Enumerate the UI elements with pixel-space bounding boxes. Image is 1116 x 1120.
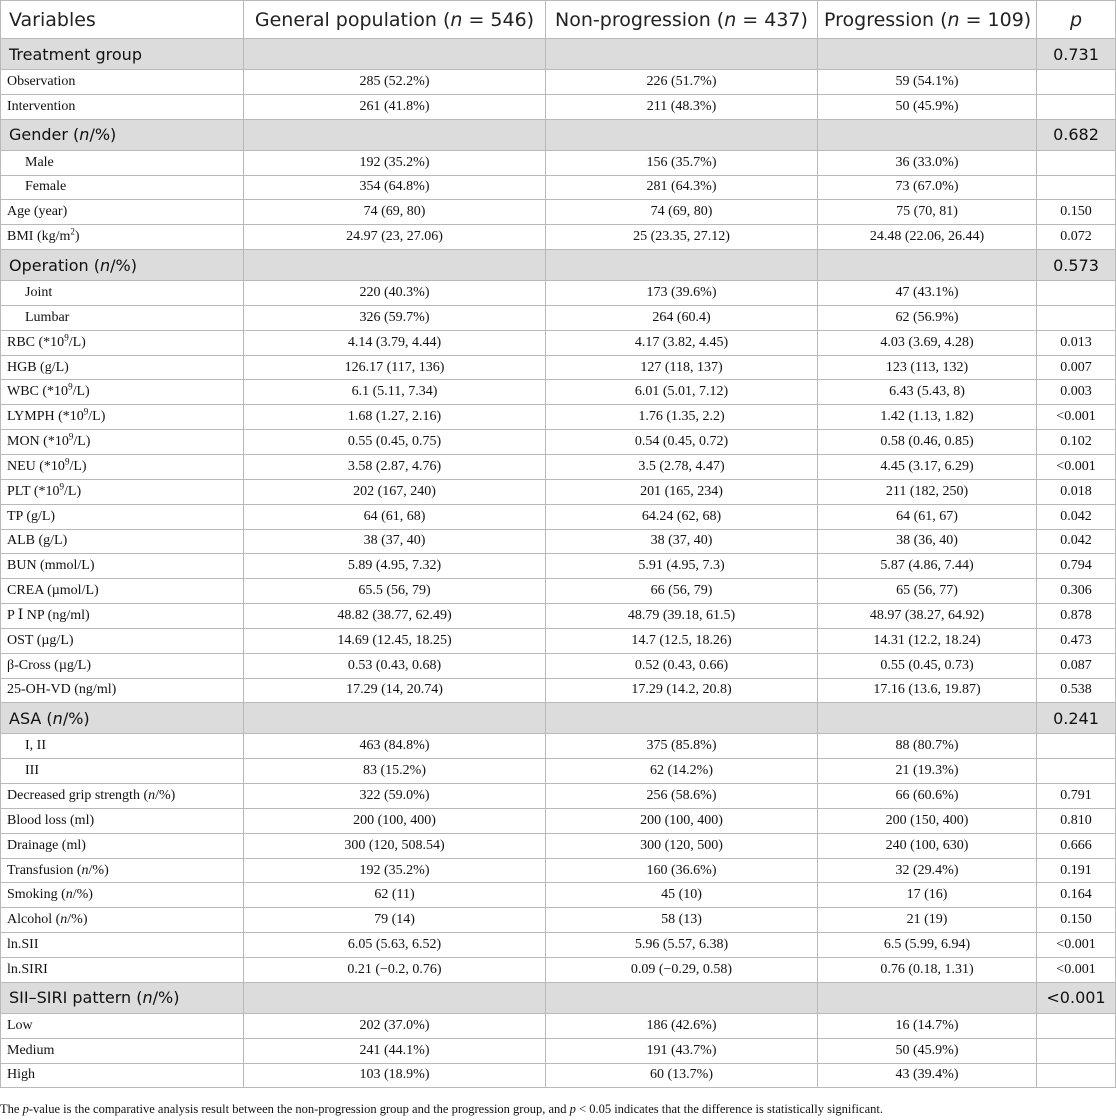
variable-label: WBC $(*10^9/L)$ (1, 380, 244, 405)
progression-cell (818, 703, 1037, 734)
p-value-cell (1037, 305, 1116, 330)
general-cell: 322 (59.0%) (244, 784, 546, 809)
table-row (1, 579, 1116, 604)
section-row (1, 39, 1116, 70)
table-row (1, 70, 1116, 95)
general-cell: 17.29 (14, 20.74) (244, 678, 546, 703)
variable-label: Observation (1, 70, 244, 95)
table-row (1, 858, 1116, 883)
non-progression-cell: 0.52 (0.43, 0.66) (546, 653, 818, 678)
progression-cell: 0.58 (0.46, 0.85) (818, 430, 1037, 455)
variable-label: High (1, 1063, 244, 1088)
p-value-cell: 0.013 (1037, 330, 1116, 355)
non-progression-cell: 1.76 (1.35, 2.2) (546, 405, 818, 430)
variable-label: Smoking (n/%) (1, 883, 244, 908)
variable-label: III (1, 759, 244, 784)
non-progression-cell: 58 (13) (546, 908, 818, 933)
variable-label: RBC $(*10^9/L)$ (1, 330, 244, 355)
p-value-cell (1037, 1063, 1116, 1088)
general-cell (244, 703, 546, 734)
progression-cell: 1.42 (1.13, 1.82) (818, 405, 1037, 430)
progression-cell: 17 (16) (818, 883, 1037, 908)
variable-label: Lumbar (1, 305, 244, 330)
p-value-cell (1037, 734, 1116, 759)
section-row (1, 982, 1116, 1013)
progression-cell: 21 (19) (818, 908, 1037, 933)
progression-cell: 43 (39.4%) (818, 1063, 1037, 1088)
table-row (1, 734, 1116, 759)
progression-cell: 73 (67.0%) (818, 175, 1037, 200)
general-cell: 463 (84.8%) (244, 734, 546, 759)
progression-cell (818, 39, 1037, 70)
progression-cell (818, 250, 1037, 281)
table-row (1, 175, 1116, 200)
non-progression-cell: 300 (120, 500) (546, 833, 818, 858)
p-value-cell: 0.538 (1037, 678, 1116, 703)
non-progression-cell: 45 (10) (546, 883, 818, 908)
progression-cell: 62 (56.9%) (818, 305, 1037, 330)
table-row (1, 833, 1116, 858)
progression-cell: 66 (60.6%) (818, 784, 1037, 809)
section-row (1, 703, 1116, 734)
variable-label: CREA (µmol/L) (1, 579, 244, 604)
progression-cell: 0.76 (0.18, 1.31) (818, 958, 1037, 983)
general-cell: 126.17 (117, 136) (244, 355, 546, 380)
progression-cell: 6.43 (5.43, 8) (818, 380, 1037, 405)
variable-label: Joint (1, 281, 244, 306)
table-row (1, 454, 1116, 479)
non-progression-cell (546, 39, 818, 70)
variable-label: LYMPH $(*10^9/L)$ (1, 405, 244, 430)
table-row (1, 150, 1116, 175)
table-row (1, 678, 1116, 703)
table-row (1, 430, 1116, 455)
progression-cell: 36 (33.0%) (818, 150, 1037, 175)
table-row (1, 908, 1116, 933)
general-cell: 354 (64.8%) (244, 175, 546, 200)
table-row (1, 1038, 1116, 1063)
progression-cell: 6.5 (5.99, 6.94) (818, 933, 1037, 958)
non-progression-cell (546, 703, 818, 734)
progression-cell: 123 (113, 132) (818, 355, 1037, 380)
table-body (1, 39, 1116, 1088)
non-progression-cell: 48.79 (39.18, 61.5) (546, 604, 818, 629)
p-value-cell: 0.102 (1037, 430, 1116, 455)
variable-label: I, II (1, 734, 244, 759)
non-progression-cell: 60 (13.7%) (546, 1063, 818, 1088)
general-cell: 38 (37, 40) (244, 529, 546, 554)
variable-label: Medium (1, 1038, 244, 1063)
progression-cell: 200 (150, 400) (818, 808, 1037, 833)
general-cell (244, 982, 546, 1013)
p-value-cell: 0.666 (1037, 833, 1116, 858)
p-value-cell (1037, 70, 1116, 95)
p-value-cell: 0.241 (1037, 703, 1116, 734)
variable-label: Treatment group (1, 39, 244, 70)
header-general-population: General population (n = 546) (244, 1, 546, 39)
general-cell: 192 (35.2%) (244, 858, 546, 883)
general-cell: 6.1 (5.11, 7.34) (244, 380, 546, 405)
non-progression-cell: 25 (23.35, 27.12) (546, 225, 818, 250)
table-row (1, 653, 1116, 678)
progression-cell: 0.55 (0.45, 0.73) (818, 653, 1037, 678)
general-cell: 192 (35.2%) (244, 150, 546, 175)
variable-label: ln.SII (1, 933, 244, 958)
general-cell: 62 (11) (244, 883, 546, 908)
variable-label: ASA (n/%) (1, 703, 244, 734)
progression-cell: 50 (45.9%) (818, 1038, 1037, 1063)
general-cell: 202 (37.0%) (244, 1013, 546, 1038)
progression-cell: 240 (100, 630) (818, 833, 1037, 858)
section-row (1, 119, 1116, 150)
section-row (1, 250, 1116, 281)
p-value-cell: 0.306 (1037, 579, 1116, 604)
general-cell: 241 (44.1%) (244, 1038, 546, 1063)
general-cell: 202 (167, 240) (244, 479, 546, 504)
variable-label: Alcohol (n/%) (1, 908, 244, 933)
table-row (1, 380, 1116, 405)
non-progression-cell: 127 (118, 137) (546, 355, 818, 380)
p-value-cell: 0.072 (1037, 225, 1116, 250)
non-progression-cell: 0.54 (0.45, 0.72) (546, 430, 818, 455)
variable-label: β-Cross (µg/L) (1, 653, 244, 678)
variable-label: Gender (n/%) (1, 119, 244, 150)
variable-label: Blood loss (ml) (1, 808, 244, 833)
p-value-cell: 0.794 (1037, 554, 1116, 579)
variable-label: TP (g/L) (1, 504, 244, 529)
p-value-cell: 0.042 (1037, 504, 1116, 529)
table-row (1, 405, 1116, 430)
general-cell: 6.05 (5.63, 6.52) (244, 933, 546, 958)
general-cell: 0.55 (0.45, 0.75) (244, 430, 546, 455)
progression-cell: 4.03 (3.69, 4.28) (818, 330, 1037, 355)
variable-label: BMI $(kg/m^2)$ (1, 225, 244, 250)
progression-cell: 32 (29.4%) (818, 858, 1037, 883)
variable-label: Age (year) (1, 200, 244, 225)
p-value-cell: 0.042 (1037, 529, 1116, 554)
non-progression-cell (546, 982, 818, 1013)
general-cell: 64 (61, 68) (244, 504, 546, 529)
general-cell: 5.89 (4.95, 7.32) (244, 554, 546, 579)
general-cell (244, 250, 546, 281)
non-progression-cell: 6.01 (5.01, 7.12) (546, 380, 818, 405)
non-progression-cell: 66 (56, 79) (546, 579, 818, 604)
general-cell: 48.82 (38.77, 62.49) (244, 604, 546, 629)
general-cell: 83 (15.2%) (244, 759, 546, 784)
progression-cell: 64 (61, 67) (818, 504, 1037, 529)
general-cell: 79 (14) (244, 908, 546, 933)
progression-cell: 38 (36, 40) (818, 529, 1037, 554)
p-value-cell: 0.007 (1037, 355, 1116, 380)
general-cell: 326 (59.7%) (244, 305, 546, 330)
table-row (1, 628, 1116, 653)
non-progression-cell: 74 (69, 80) (546, 200, 818, 225)
table-row (1, 554, 1116, 579)
non-progression-cell: 3.5 (2.78, 4.47) (546, 454, 818, 479)
non-progression-cell: 0.09 (−0.29, 0.58) (546, 958, 818, 983)
general-cell: 3.58 (2.87, 4.76) (244, 454, 546, 479)
general-cell: 65.5 (56, 79) (244, 579, 546, 604)
table-row (1, 281, 1116, 306)
non-progression-cell: 281 (64.3%) (546, 175, 818, 200)
p-value-cell: <0.001 (1037, 454, 1116, 479)
general-cell: 220 (40.3%) (244, 281, 546, 306)
p-value-cell (1037, 759, 1116, 784)
table-footnote: The p-value is the comparative analysis result between the non-progression group and the progression group, and p < 0.05 indicates that the difference is statistically significant. (0, 1102, 883, 1116)
variable-label: NEU $(*10^9/L)$ (1, 454, 244, 479)
variable-label: ln.SIRI (1, 958, 244, 983)
p-value-cell (1037, 150, 1116, 175)
p-value-cell (1037, 281, 1116, 306)
p-value-cell: 0.150 (1037, 908, 1116, 933)
general-cell: 74 (69, 80) (244, 200, 546, 225)
p-value-cell: <0.001 (1037, 405, 1116, 430)
p-value-cell: 0.473 (1037, 628, 1116, 653)
general-cell: 24.97 (23, 27.06) (244, 225, 546, 250)
header-non-progression: Non-progression (n = 437) (546, 1, 818, 39)
p-value-cell: 0.003 (1037, 380, 1116, 405)
table-row (1, 529, 1116, 554)
variable-label: Transfusion (n/%) (1, 858, 244, 883)
progression-cell (818, 982, 1037, 1013)
p-value-cell: 0.810 (1037, 808, 1116, 833)
general-cell (244, 39, 546, 70)
table-row (1, 355, 1116, 380)
non-progression-cell (546, 250, 818, 281)
progression-cell: 59 (54.1%) (818, 70, 1037, 95)
non-progression-cell: 211 (48.3%) (546, 94, 818, 119)
variable-label: BUN (mmol/L) (1, 554, 244, 579)
general-cell: 1.68 (1.27, 2.16) (244, 405, 546, 430)
table-row (1, 958, 1116, 983)
progression-cell: 4.45 (3.17, 6.29) (818, 454, 1037, 479)
general-cell: 285 (52.2%) (244, 70, 546, 95)
general-cell: 0.21 (−0.2, 0.76) (244, 958, 546, 983)
table-row (1, 759, 1116, 784)
variable-label: Male (1, 150, 244, 175)
p-value-cell: 0.573 (1037, 250, 1116, 281)
p-value-cell: <0.001 (1037, 958, 1116, 983)
table-row (1, 1063, 1116, 1088)
general-cell: 261 (41.8%) (244, 94, 546, 119)
variable-label: MON $(*10^9/L)$ (1, 430, 244, 455)
general-cell: 300 (120, 508.54) (244, 833, 546, 858)
table-row (1, 200, 1116, 225)
table-row (1, 784, 1116, 809)
p-value-cell: 0.087 (1037, 653, 1116, 678)
non-progression-cell: 226 (51.7%) (546, 70, 818, 95)
p-value-cell: 0.018 (1037, 479, 1116, 504)
p-value-cell (1037, 175, 1116, 200)
variable-label: Low (1, 1013, 244, 1038)
progression-cell (818, 119, 1037, 150)
header-p-value: p (1037, 1, 1116, 39)
table-row (1, 330, 1116, 355)
non-progression-cell: 264 (60.4) (546, 305, 818, 330)
non-progression-cell: 38 (37, 40) (546, 529, 818, 554)
general-cell: 4.14 (3.79, 4.44) (244, 330, 546, 355)
non-progression-cell: 17.29 (14.2, 20.8) (546, 678, 818, 703)
table-row (1, 883, 1116, 908)
table-row (1, 604, 1116, 629)
variable-label: PLT $(*10^9/L)$ (1, 479, 244, 504)
progression-cell: 5.87 (4.86, 7.44) (818, 554, 1037, 579)
variable-label: Intervention (1, 94, 244, 119)
progression-cell: 21 (19.3%) (818, 759, 1037, 784)
table-row (1, 479, 1116, 504)
non-progression-cell: 173 (39.6%) (546, 281, 818, 306)
variable-label: Drainage (ml) (1, 833, 244, 858)
non-progression-cell: 64.24 (62, 68) (546, 504, 818, 529)
table-row (1, 94, 1116, 119)
progression-cell: 65 (56, 77) (818, 579, 1037, 604)
progression-cell: 14.31 (12.2, 18.24) (818, 628, 1037, 653)
table-row (1, 808, 1116, 833)
non-progression-cell: 156 (35.7%) (546, 150, 818, 175)
non-progression-cell: 4.17 (3.82, 4.45) (546, 330, 818, 355)
non-progression-cell: 160 (36.6%) (546, 858, 818, 883)
non-progression-cell: 201 (165, 234) (546, 479, 818, 504)
p-value-cell: 0.150 (1037, 200, 1116, 225)
non-progression-cell: 375 (85.8%) (546, 734, 818, 759)
p-value-cell: <0.001 (1037, 982, 1116, 1013)
table-row (1, 225, 1116, 250)
table-row (1, 1013, 1116, 1038)
p-value-cell: 0.791 (1037, 784, 1116, 809)
p-value-cell (1037, 1013, 1116, 1038)
non-progression-cell: 186 (42.6%) (546, 1013, 818, 1038)
non-progression-cell: 200 (100, 400) (546, 808, 818, 833)
p-value-cell: 0.731 (1037, 39, 1116, 70)
non-progression-cell: 5.91 (4.95, 7.3) (546, 554, 818, 579)
table-row (1, 504, 1116, 529)
progression-cell: 16 (14.7%) (818, 1013, 1037, 1038)
header-progression: Progression (n = 109) (818, 1, 1037, 39)
progression-cell: 75 (70, 81) (818, 200, 1037, 225)
p-value-cell: 0.682 (1037, 119, 1116, 150)
general-cell: 14.69 (12.45, 18.25) (244, 628, 546, 653)
general-cell: 200 (100, 400) (244, 808, 546, 833)
p-value-cell: 0.164 (1037, 883, 1116, 908)
progression-cell: 24.48 (22.06, 26.44) (818, 225, 1037, 250)
progression-cell: 48.97 (38.27, 64.92) (818, 604, 1037, 629)
progression-cell: 17.16 (13.6, 19.87) (818, 678, 1037, 703)
general-cell (244, 119, 546, 150)
general-cell: 103 (18.9%) (244, 1063, 546, 1088)
non-progression-cell: 256 (58.6%) (546, 784, 818, 809)
variable-label: Operation (n/%) (1, 250, 244, 281)
variable-label: Decreased grip strength (n/%) (1, 784, 244, 809)
general-cell: 0.53 (0.43, 0.68) (244, 653, 546, 678)
variable-label: 25-OH-VD (ng/ml) (1, 678, 244, 703)
progression-cell: 88 (80.7%) (818, 734, 1037, 759)
p-value-cell (1037, 1038, 1116, 1063)
non-progression-cell: 14.7 (12.5, 18.26) (546, 628, 818, 653)
p-value-cell: <0.001 (1037, 933, 1116, 958)
header-row (1, 1, 1116, 39)
variable-label: HGB (g/L) (1, 355, 244, 380)
variable-label: OST (µg/L) (1, 628, 244, 653)
progression-cell: 47 (43.1%) (818, 281, 1037, 306)
table-row (1, 305, 1116, 330)
variable-label: P Ⅰ NP (ng/ml) (1, 604, 244, 629)
table-row (1, 933, 1116, 958)
progression-cell: 50 (45.9%) (818, 94, 1037, 119)
progression-cell: 211 (182, 250) (818, 479, 1037, 504)
variable-label: ALB (g/L) (1, 529, 244, 554)
non-progression-cell (546, 119, 818, 150)
p-value-cell (1037, 94, 1116, 119)
non-progression-cell: 62 (14.2%) (546, 759, 818, 784)
header-variables: Variables (1, 1, 244, 39)
non-progression-cell: 5.96 (5.57, 6.38) (546, 933, 818, 958)
variable-label: SII–SIRI pattern (n/%) (1, 982, 244, 1013)
variable-label: Female (1, 175, 244, 200)
p-value-cell: 0.878 (1037, 604, 1116, 629)
non-progression-cell: 191 (43.7%) (546, 1038, 818, 1063)
p-value-cell: 0.191 (1037, 858, 1116, 883)
